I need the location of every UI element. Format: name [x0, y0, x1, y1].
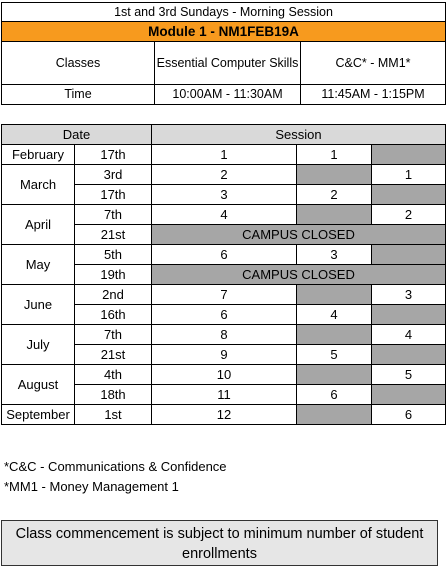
campus-closed-cell: CAMPUS CLOSED	[152, 225, 446, 245]
session-cell: 2	[152, 165, 297, 185]
session-cell: 12	[152, 405, 297, 425]
schedule-row	[2, 365, 446, 385]
time-slot-2: 11:45AM - 1:15PM	[301, 85, 446, 105]
session-cell	[297, 365, 372, 385]
schedule-row	[2, 145, 446, 165]
session-cell: 5	[297, 345, 372, 365]
day-cell: 7th	[75, 205, 152, 225]
session-column-header: Session	[152, 125, 446, 145]
session-cell	[372, 345, 446, 365]
month-cell: June	[2, 285, 75, 325]
session-title: 1st and 3rd Sundays - Morning Session	[2, 3, 446, 22]
session-cell: 1	[152, 145, 297, 165]
day-cell: 21st	[75, 345, 152, 365]
day-cell: 18th	[75, 385, 152, 405]
session-cell	[297, 325, 372, 345]
schedule-row	[2, 325, 446, 345]
session-cell: 2	[297, 185, 372, 205]
session-cell	[372, 305, 446, 325]
schedule-table	[1, 124, 446, 425]
session-cell: 2	[372, 205, 446, 225]
session-cell: 3	[152, 185, 297, 205]
session-cell	[372, 145, 446, 165]
session-cell: 1	[372, 165, 446, 185]
day-cell: 4th	[75, 365, 152, 385]
session-cell: 6	[152, 245, 297, 265]
day-cell: 1st	[75, 405, 152, 425]
day-cell: 3rd	[75, 165, 152, 185]
month-cell: February	[2, 145, 75, 165]
session-cell: 6	[152, 305, 297, 325]
month-cell: July	[2, 325, 75, 365]
footnote-cc: *C&C - Communications & Confidence	[4, 459, 227, 474]
session-cell: 3	[372, 285, 446, 305]
campus-closed-cell: CAMPUS CLOSED	[152, 265, 446, 285]
session-cell: 7	[152, 285, 297, 305]
session-cell	[372, 245, 446, 265]
day-cell: 19th	[75, 265, 152, 285]
session-cell: 10	[152, 365, 297, 385]
session-cell	[297, 165, 372, 185]
session-cell	[372, 185, 446, 205]
session-cell: 3	[297, 245, 372, 265]
day-cell: 17th	[75, 185, 152, 205]
day-cell: 7th	[75, 325, 152, 345]
session-cell	[297, 405, 372, 425]
day-cell: 16th	[75, 305, 152, 325]
day-cell: 2nd	[75, 285, 152, 305]
module-header-table	[1, 2, 446, 105]
class-cc-mm1: C&C* - MM1*	[301, 42, 446, 85]
schedule-row	[2, 165, 446, 185]
schedule-row	[2, 285, 446, 305]
month-cell: April	[2, 205, 75, 245]
session-cell	[297, 285, 372, 305]
session-cell: 4	[372, 325, 446, 345]
session-cell: 8	[152, 325, 297, 345]
footnotes	[4, 457, 227, 497]
month-cell: August	[2, 365, 75, 405]
module-title: Module 1 - NM1FEB19A	[2, 22, 446, 42]
classes-label: Classes	[2, 42, 155, 85]
class-essential-computer-skills: Essential Computer Skills	[155, 42, 301, 85]
session-cell	[372, 385, 446, 405]
day-cell: 5th	[75, 245, 152, 265]
month-cell: September	[2, 405, 75, 425]
schedule-row	[2, 205, 446, 225]
session-cell: 5	[372, 365, 446, 385]
date-column-header: Date	[2, 125, 152, 145]
month-cell: March	[2, 165, 75, 205]
session-cell: 9	[152, 345, 297, 365]
footnote-mm1: *MM1 - Money Management 1	[4, 479, 179, 494]
day-cell: 17th	[75, 145, 152, 165]
time-label: Time	[2, 85, 155, 105]
enrollment-notice: Class commencement is subject to minimum number of student enrollments	[1, 520, 438, 566]
schedule-row	[2, 245, 446, 265]
session-cell: 4	[152, 205, 297, 225]
session-cell: 1	[297, 145, 372, 165]
session-cell: 6	[372, 405, 446, 425]
session-cell: 4	[297, 305, 372, 325]
day-cell: 21st	[75, 225, 152, 245]
session-cell: 11	[152, 385, 297, 405]
session-cell	[297, 205, 372, 225]
schedule-row	[2, 405, 446, 425]
month-cell: May	[2, 245, 75, 285]
time-slot-1: 10:00AM - 11:30AM	[155, 85, 301, 105]
session-cell: 6	[297, 385, 372, 405]
